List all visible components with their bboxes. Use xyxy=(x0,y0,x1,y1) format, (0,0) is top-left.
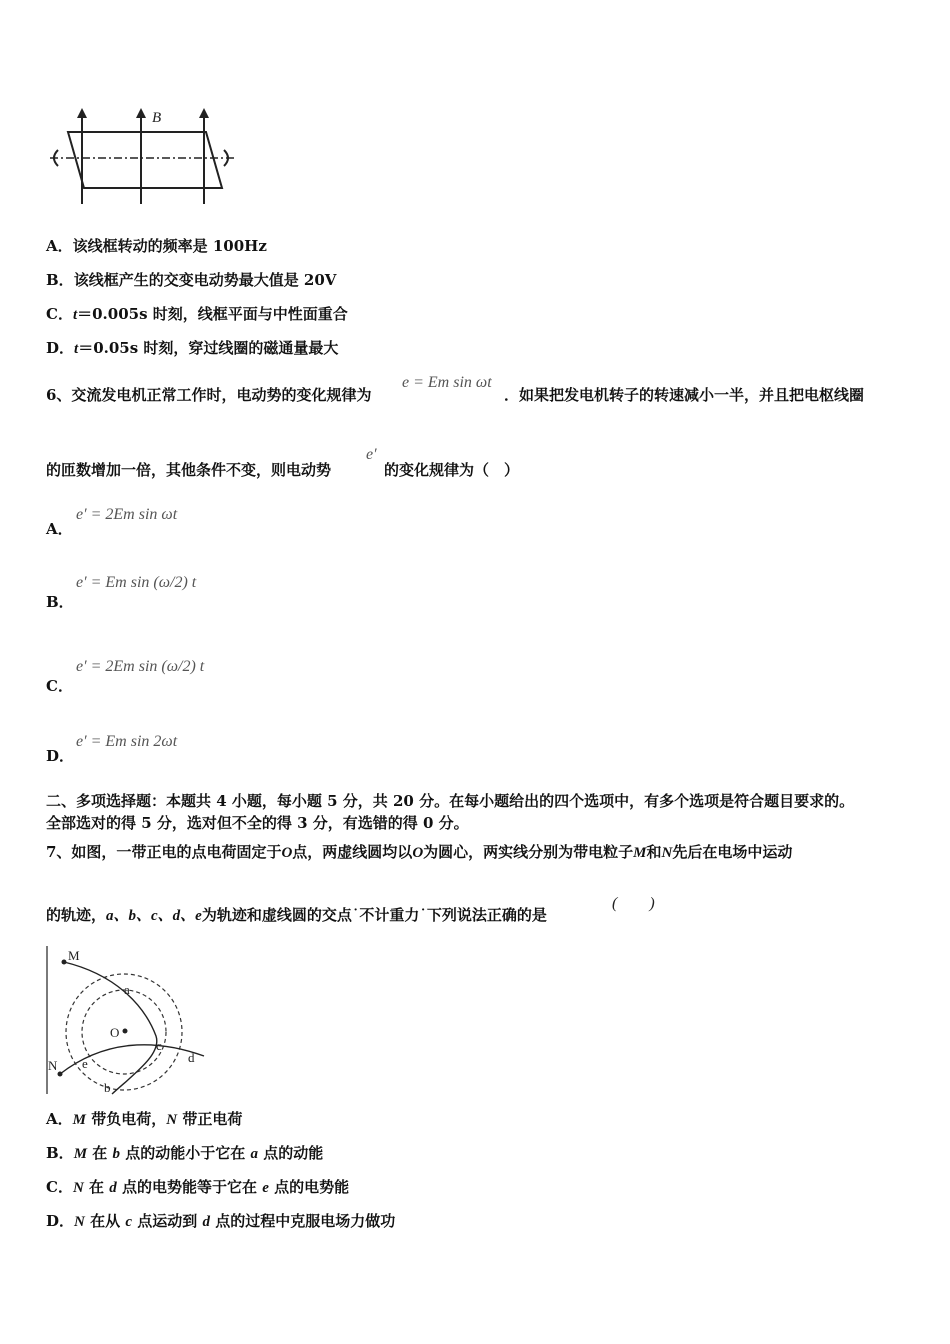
q5-option-b[interactable]: B．该线框产生的交变电动势最大值是 20V xyxy=(46,271,337,289)
q6-e-prime: e′ xyxy=(366,446,377,463)
q7-option-b[interactable]: B．M 在 b 点的动能小于它在 a 点的动能 xyxy=(46,1144,324,1162)
q5-option-c[interactable]: C．t＝0.005s 时刻，线框平面与中性面重合 xyxy=(46,305,348,323)
q6-option-b-label[interactable]: B． xyxy=(46,593,74,611)
q6-option-a-label[interactable]: A． xyxy=(46,520,73,538)
q6-option-d-label[interactable]: D． xyxy=(46,747,75,765)
label-e: e xyxy=(82,1056,88,1071)
q5-option-d[interactable]: D．t＝0.05s 时刻，穿过线圈的磁通量最大 xyxy=(46,339,339,357)
label-c: c xyxy=(156,1038,162,1053)
label-b: b xyxy=(104,1080,111,1095)
q6-stem-part3: 的匝数增加一倍，其他条件不变，则电动势 xyxy=(46,461,332,479)
q7-option-c[interactable]: C．N 在 d 点的电势能等于它在 e 点的电势能 xyxy=(46,1178,350,1196)
coil-frame xyxy=(68,132,222,188)
q6-option-b-formula: e′ = Em sin (ω/2) t xyxy=(76,574,197,591)
q6-option-c-formula: e′ = 2Em sin (ω/2) t xyxy=(76,658,205,675)
q6-stem-part2: ．如果把发电机转子的转速减小一半，并且把电枢线圈 xyxy=(504,386,865,404)
q7-stem-line2: 的轨迹，a、b、c、d、e为轨迹和虚线圆的交点˙不计重力˙下列说法正确的是 xyxy=(46,906,547,924)
section-2-header: 二、多项选择题：本题共 4 小题，每小题 5 分，共 20 分。在每小题给出的四个选项中，有多个选项是符合题目要求的。 全部选对的得 5 分，选对但不全的得 3 分，有选错的得 0 分。 xyxy=(46,792,855,832)
q7-option-a[interactable]: A．M 带负电荷，N 带正电荷 xyxy=(46,1110,243,1128)
q5-option-a[interactable]: A．该线框转动的频率是 100Hz xyxy=(46,237,267,255)
q7-stem-line1: 7、如图，一带正电的点电荷固定于O点，两虚线圆均以O为圆心，两实线分别为带电粒子M和N先后在电场中运动 xyxy=(46,843,793,861)
label-d: d xyxy=(188,1050,195,1065)
q6-option-c-label[interactable]: C． xyxy=(46,677,73,695)
q6-formula-main: e = Em sin ωt xyxy=(402,374,492,391)
charge-O xyxy=(123,1029,128,1034)
coil-figure xyxy=(46,104,246,214)
label-O: O xyxy=(110,1025,120,1040)
q7-option-d[interactable]: D．N 在从 c 点运动到 d 点的过程中克服电场力做功 xyxy=(46,1212,396,1230)
q6-option-d-formula: e′ = Em sin 2ωt xyxy=(76,733,178,750)
label-N: N xyxy=(48,1058,58,1073)
label-a: a xyxy=(124,982,130,997)
field-figure xyxy=(44,944,214,1096)
q6-option-a-formula: e′ = 2Em sin ωt xyxy=(76,506,178,523)
q6-stem-part1: 6、交流发电机正常工作时，电动势的变化规律为 xyxy=(46,386,372,404)
q7-answer-paren: ( ) xyxy=(612,895,655,912)
label-M: M xyxy=(68,948,80,963)
q6-stem-part4: 的变化规律为（ ） xyxy=(384,461,520,479)
field-label-B: B xyxy=(152,110,162,126)
